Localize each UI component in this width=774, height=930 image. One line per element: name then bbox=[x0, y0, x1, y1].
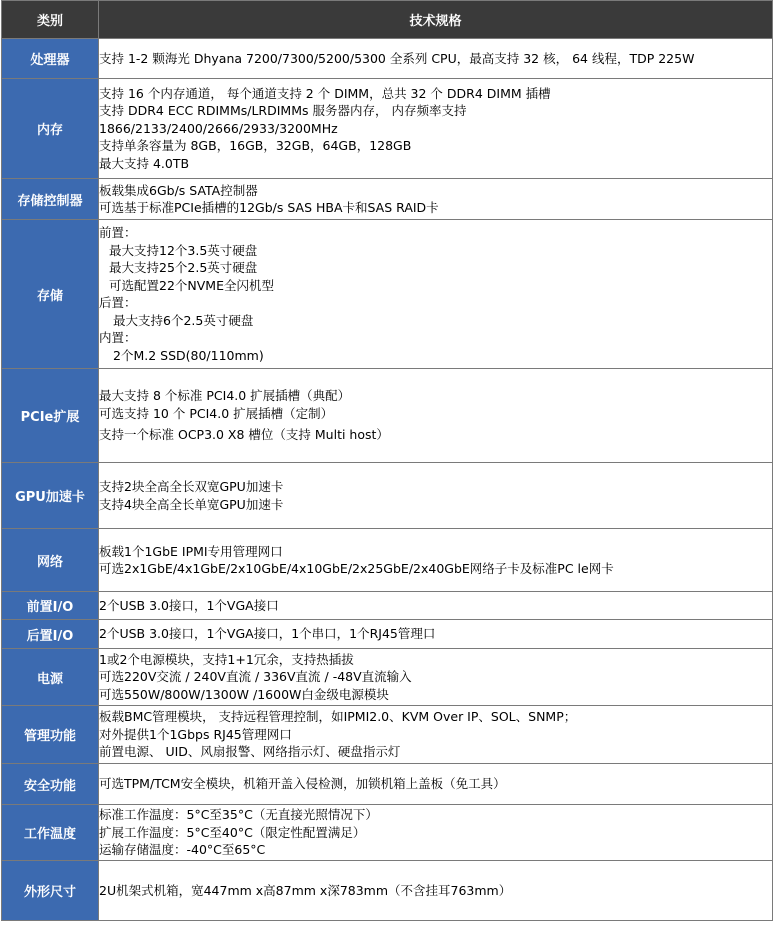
row-storage-controller bbox=[2, 179, 773, 220]
spec-line: 板载集成6Gb/s SATA控制器 bbox=[99, 182, 258, 198]
spec-rear-io bbox=[99, 620, 773, 649]
category-management: 管理功能 bbox=[2, 706, 99, 764]
spec-line: 最大支持25个2.5英寸硬盘 bbox=[109, 260, 258, 275]
spec-line: 可选550W/800W/1300W /1600W白金级电源模块 bbox=[99, 686, 389, 702]
spec-line: 前置： bbox=[99, 225, 137, 240]
spec-line: 后置： bbox=[99, 295, 137, 310]
category-temperature: 工作温度 bbox=[2, 805, 99, 861]
spec-line: 运输存储温度：-40°C至65°C bbox=[99, 842, 266, 858]
spec-line: 1866/2133/2400/2666/2933/3200MHz bbox=[99, 120, 338, 136]
spec-table bbox=[1, 0, 773, 921]
category-form-factor: 外形尺寸 bbox=[2, 861, 99, 921]
spec-storage bbox=[99, 220, 773, 369]
spec-line: 标准工作温度：5°C至35°C（无直接光照情况下） bbox=[99, 807, 378, 823]
spec-security bbox=[99, 764, 773, 805]
spec-line: 最大支持12个3.5英寸硬盘 bbox=[109, 242, 258, 258]
category-gpu: GPU加速卡 bbox=[2, 463, 99, 529]
spec-line: 可选基于标准PCIe插槽的12Gb/s SAS HBA卡和SAS RAID卡 bbox=[99, 200, 439, 215]
spec-pcie bbox=[99, 369, 773, 463]
category-memory: 内存 bbox=[2, 79, 99, 179]
spec-front-io bbox=[99, 592, 773, 620]
row-memory bbox=[2, 79, 773, 179]
spec-line: 前置电源、 UID、风扇报警、网络指示灯、硬盘指示灯 bbox=[99, 744, 401, 760]
spec-management bbox=[99, 706, 773, 764]
category-storage-controller: 存储控制器 bbox=[2, 179, 99, 220]
spec-line: 支持一个标准 OCP3.0 X8 槽位（支持 Multi host） bbox=[99, 427, 389, 443]
row-front-io bbox=[2, 592, 773, 620]
spec-temperature bbox=[99, 805, 773, 861]
spec-line: 2U机架式机箱，宽447mm x高87mm x深783mm（不含挂耳763mm） bbox=[99, 882, 512, 898]
row-management bbox=[2, 706, 773, 764]
category-power: 电源 bbox=[2, 649, 99, 706]
category-processor: 处理器 bbox=[2, 39, 99, 79]
row-gpu bbox=[2, 463, 773, 529]
row-form-factor bbox=[2, 861, 773, 921]
row-security bbox=[2, 764, 773, 805]
spec-line: 板载1个1GbE IPMI专用管理网口 bbox=[99, 543, 283, 559]
spec-line: 内置： bbox=[99, 330, 137, 345]
category-pcie: PCIe扩展 bbox=[2, 369, 99, 463]
category-storage: 存储 bbox=[2, 220, 99, 369]
spec-line: 可选TPM/TCM安全模块，机箱开盖入侵检测，加锁机箱上盖板（免工具） bbox=[99, 776, 506, 792]
spec-line: 支持 16 个内存通道， 每个通道支持 2 个 DIMM，总共 32 个 DDR4 DIMM 插槽 bbox=[99, 85, 551, 101]
header-category: 类别 bbox=[2, 1, 99, 39]
category-rear-io: 后置I/O bbox=[2, 620, 99, 649]
spec-line: 对外提供1个1Gbps RJ45管理网口 bbox=[99, 726, 292, 742]
category-network: 网络 bbox=[2, 529, 99, 592]
header-spec: 技术规格 bbox=[99, 1, 773, 39]
spec-line: 2个USB 3.0接口，1个VGA接口 bbox=[99, 597, 279, 613]
spec-line: 最大支持 4.0TB bbox=[99, 155, 190, 171]
spec-line: 可选配置22个NVME全闪机型 bbox=[109, 277, 274, 293]
spec-storage-controller bbox=[99, 179, 773, 220]
spec-line: 可选支持 10 个 PCI4.0 扩展插槽（定制） bbox=[99, 405, 334, 421]
category-front-io: 前置I/O bbox=[2, 592, 99, 620]
row-storage bbox=[2, 220, 773, 369]
category-security: 安全功能 bbox=[2, 764, 99, 805]
spec-processor bbox=[99, 39, 773, 79]
row-rear-io bbox=[2, 620, 773, 649]
row-power bbox=[2, 649, 773, 706]
spec-line: 最大支持 8 个标准 PCI4.0 扩展插槽（典配） bbox=[99, 388, 351, 404]
spec-line: 最大支持6个2.5英寸硬盘 bbox=[113, 312, 254, 328]
spec-gpu bbox=[99, 463, 773, 529]
spec-power bbox=[99, 649, 773, 706]
row-temperature bbox=[2, 805, 773, 861]
row-network bbox=[2, 529, 773, 592]
spec-line: 支持单条容量为 8GB，16GB，32GB，64GB，128GB bbox=[99, 138, 412, 154]
spec-line: 支持 DDR4 ECC RDIMMs/LRDIMMs 服务器内存， 内存频率支持 bbox=[99, 103, 467, 119]
spec-line: 板载BMC管理模块， 支持远程管理控制，如IPMI2.0、KVM Over IP、SOL、SNMP； bbox=[99, 709, 577, 725]
spec-form-factor bbox=[99, 861, 773, 921]
row-pcie bbox=[2, 369, 773, 463]
spec-line: 2个M.2 SSD(80/110mm) bbox=[113, 347, 264, 363]
spec-line: 1或2个电源模块，支持1+1冗余，支持热插拔 bbox=[99, 651, 354, 667]
spec-memory bbox=[99, 79, 773, 179]
spec-network bbox=[99, 529, 773, 592]
spec-line: 可选220V交流 / 240V直流 / 336V直流 / -48V直流输入 bbox=[99, 669, 412, 685]
header-row bbox=[2, 1, 773, 39]
spec-line: 2个USB 3.0接口，1个VGA接口，1个串口，1个RJ45管理口 bbox=[99, 626, 436, 642]
spec-line: 支持2块全高全长双宽GPU加速卡 bbox=[99, 479, 284, 494]
spec-line: 可选2x1GbE/4x1GbE/2x10GbE/4x10GbE/2x25GbE/2x40GbE网络子卡及标准PC le网卡 bbox=[99, 561, 614, 576]
spec-line: 支持4块全高全长单宽GPU加速卡 bbox=[99, 496, 284, 512]
spec-line: 支持 1-2 颗海光 Dhyana 7200/7300/5200/5300 全系列 CPU，最高支持 32 核， 64 线程，TDP 225W bbox=[99, 50, 695, 66]
spec-line: 扩展工作温度：5°C至40°C（限定性配置满足） bbox=[99, 824, 366, 840]
row-processor bbox=[2, 39, 773, 79]
